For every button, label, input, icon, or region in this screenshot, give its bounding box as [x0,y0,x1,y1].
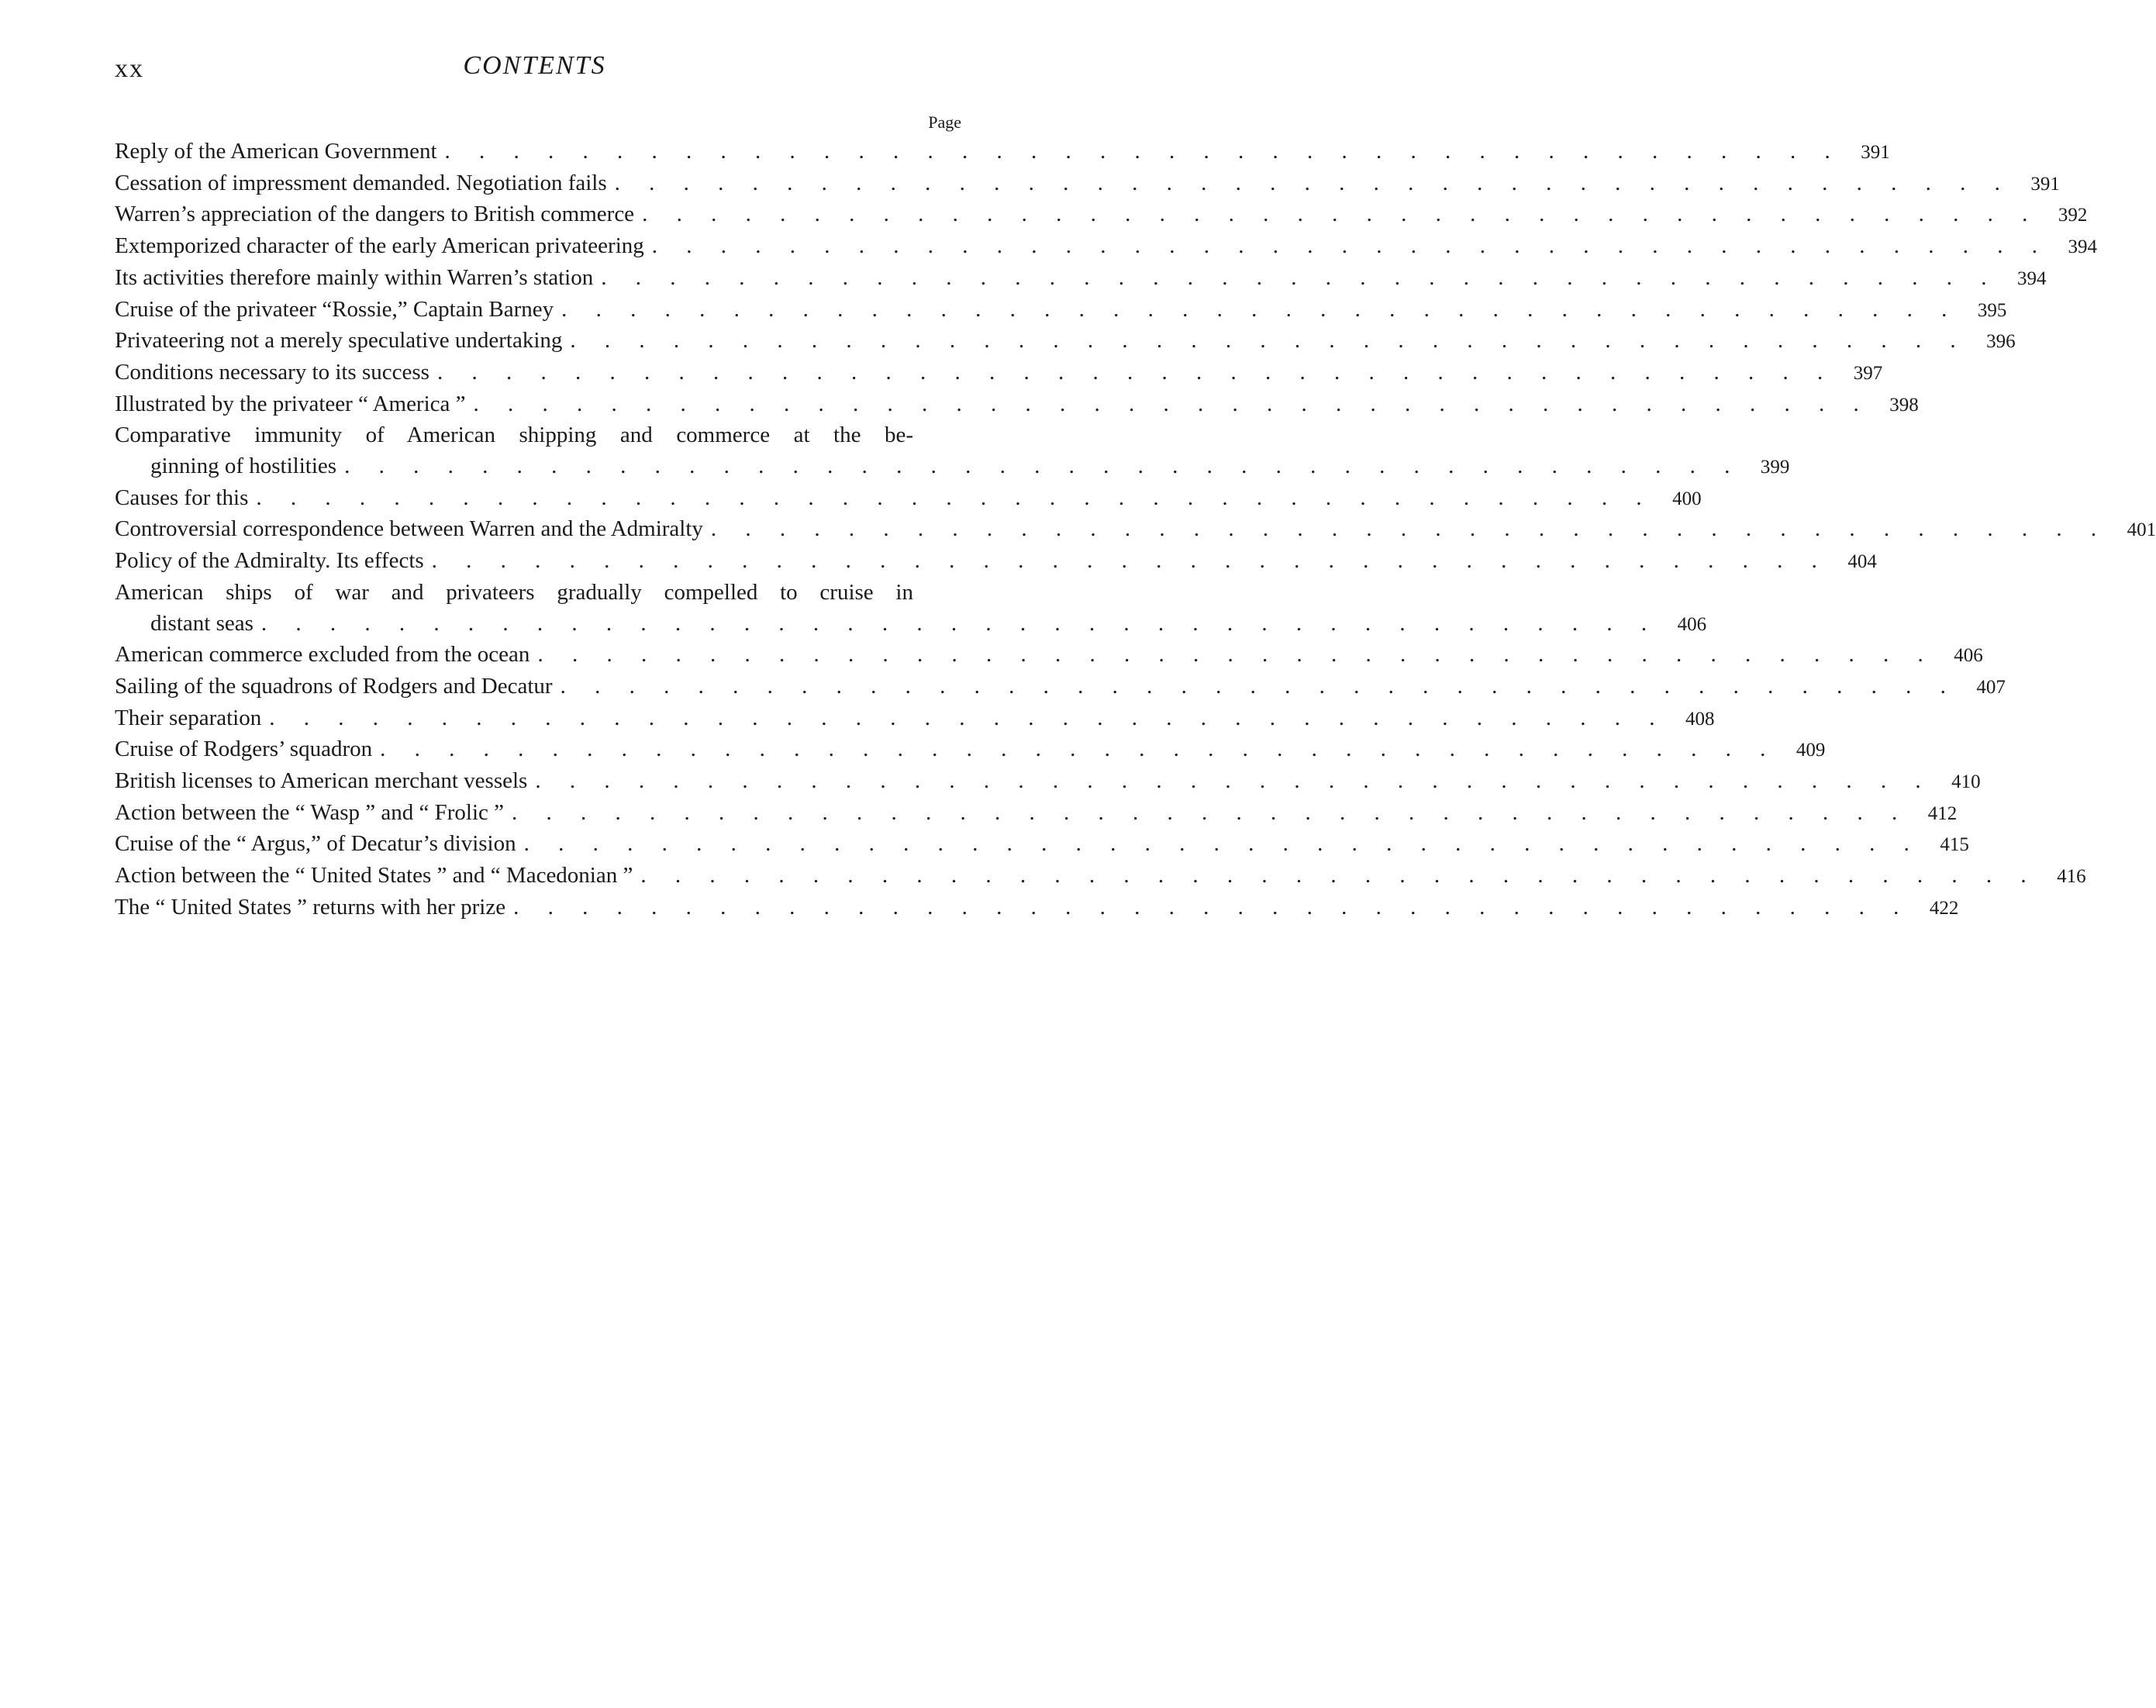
toc-entry-title: The “ United States ” returns with her prize [115,894,506,920]
toc-entry-title: Cessation of impressment demanded. Negotiation fails [115,170,607,195]
dot-leader: . . . . . . . . . . . . . . . . . . . . . . . . . . . . . . . . . . . . . . . . . [710,516,2109,542]
toc-entry-title: Its activities therefore mainly within Warren’s station [115,264,594,290]
toc-entry [115,703,1715,735]
toc-entry [115,199,2088,231]
toc-entry [115,766,1981,798]
toc-entry-title: ginning of hostilities [150,454,337,479]
toc-entry [115,829,1969,861]
toc-entry-line1 [115,420,961,451]
toc-entry-page: 391 [2030,173,2060,195]
dot-leader: . . . . . . . . . . . . . . . . . . . . . . . . . . . . . . . . . . . . . . . . . [570,328,1968,354]
dot-leader: . . . . . . . . . . . . . . . . . . . . . . . . . . . . . . . . . . . . . . . . . [344,454,1742,479]
toc-entry-title: British licenses to American merchant vessels [115,768,528,794]
dot-leader: . . . . . . . . . . . . . . . . . . . . . . . . . . . . . . . . . . . . . . . . . [561,296,1959,322]
dot-leader: . . . . . . . . . . . . . . . . . . . . . . . . . . . . . . . . . . . . . . . . . [473,391,1871,416]
dot-leader: . . . . . . . . . . . . . . . . . . . . . . . . . . . . . . . . . . . . . . . . . [523,831,1921,857]
toc-entry-page: 408 [1685,708,1715,730]
toc-entry-title: Reply of the American Government [115,139,437,164]
toc-entry-page: 396 [1986,331,2016,353]
toc-entry-page: 407 [1976,676,2006,698]
table-of-contents [115,109,2156,924]
dot-leader: . . . . . . . . . . . . . . . . . . . . . . . . . . . . . . . . . . . . . . . . . [431,548,1829,574]
toc-entry [115,514,2156,546]
toc-entry [115,389,1919,421]
toc-entry-page: 398 [1889,394,1919,416]
toc-entry-title: Action between the “ Wasp ” and “ Frolic ” [115,799,505,825]
toc-entry-page: 401 [2127,519,2156,541]
dot-leader: . . . . . . . . . . . . . . . . . . . . . . . . . . . . . . . . . . . . . . . . . [269,705,1667,730]
toc-entry-title: American commerce excluded from the ocean [115,642,530,668]
page-column-label: Page [928,112,961,132]
dot-leader: . . . . . . . . . . . . . . . . . . . . . . . . . . . . . . . . . . . . . . . . . [640,863,2038,889]
toc-entry-title: Cruise of the “ Argus,” of Decatur’s division [115,831,516,857]
toc-entry-title: Cruise of Rodgers’ squadron [115,737,373,762]
toc-entry-title: Action between the “ United States ” and “ Macedonian ” [115,863,633,889]
toc-entry-page: 397 [1853,362,1883,384]
toc-entry [115,892,1959,924]
toc-entry [115,483,1702,515]
toc-entry-title: American ships of war and privateers gradually compelled to cruise in [115,579,913,605]
toc-entry-line2 [115,609,1707,640]
dot-leader: . . . . . . . . . . . . . . . . . . . . . . . . . . . . . . . . . . . . . . . . . [436,359,1835,385]
dot-leader: . . . . . . . . . . . . . . . . . . . . . . . . . . . . . . . . . . . . . . . . . [651,233,2050,259]
toc-entry-title: Cruise of the privateer “Rossie,” Captain Barney [115,296,554,322]
dot-leader: . . . . . . . . . . . . . . . . . . . . . . . . . . . . . . . . . . . . . . . . . [535,768,1933,794]
toc-entry-line1 [115,578,961,609]
toc-entry-page: 404 [1847,551,1877,573]
dot-leader: . . . . . . . . . . . . . . . . . . . . . . . . . . . . . . . . . . . . . . . . . [537,642,1935,668]
toc-entry-title: Sailing of the squadrons of Rodgers and Decatur [115,673,553,699]
toc-entry-title: Illustrated by the privateer “ America ” [115,391,466,416]
toc-entry-page: 394 [2017,267,2047,289]
toc-entry [115,263,2047,295]
toc-entry-page: 394 [2068,236,2098,258]
toc-entry-title: Privateering not a merely speculative undertaking [115,328,563,354]
dot-leader: . . . . . . . . . . . . . . . . . . . . . . . . . . . . . . . . . . . . . . . . . [260,610,1659,636]
dot-leader: . . . . . . . . . . . . . . . . . . . . . . . . . . . . . . . . . . . . . . . . . [601,264,1999,290]
toc-entry-page: 395 [1977,299,2007,321]
toc-entry-line2 [115,451,1790,483]
toc-entry-page: 406 [1954,645,1983,667]
dot-leader: . . . . . . . . . . . . . . . . . . . . . . . . . . . . . . . . . . . . . . . . . [642,202,2040,227]
dot-leader: . . . . . . . . . . . . . . . . . . . . . . . . . . . . . . . . . . . . . . . . . [512,799,1909,825]
toc-entry-title: Causes for this [115,485,249,510]
toc-entry [115,136,1890,168]
toc-entry-page: 392 [2058,205,2088,226]
toc-entry [115,357,1883,389]
dot-leader: . . . . . . . . . . . . . . . . . . . . . . . . . . . . . . . . . . . . . . . . . [380,737,1778,762]
toc-entry-title: Conditions necessary to its success [115,359,429,385]
toc-entry [115,640,1983,671]
toc-entry-page: 409 [1796,740,1826,761]
toc-entry [115,734,1826,766]
toc-entry [115,798,1958,830]
toc-entry-page: 406 [1677,613,1707,635]
page-number: xx [115,54,144,83]
toc-entry-title: Controversial correspondence between Warren and the Admiralty [115,516,703,542]
toc-entry [115,861,2086,892]
toc-entry-page: 400 [1672,488,1702,509]
toc-entry [115,295,2007,326]
toc-entry-page: 415 [1940,834,1969,856]
toc-entry-page: 399 [1760,457,1790,478]
toc-entry-page: 416 [2057,866,2086,888]
toc-entry-title: Comparative immunity of American shipping and commerce at the be- [115,423,913,448]
toc-entry-title: Policy of the Admiralty. Its effects [115,548,424,574]
toc-entry [115,326,2016,357]
toc-entry-title: distant seas [150,610,254,636]
dot-leader: . . . . . . . . . . . . . . . . . . . . . . . . . . . . . . . . . . . . . . . . . [614,170,2012,195]
toc-entry-title: Their separation [115,705,262,730]
dot-leader: . . . . . . . . . . . . . . . . . . . . . . . . . . . . . . . . . . . . . . . . . [560,673,1958,699]
dot-leader: . . . . . . . . . . . . . . . . . . . . . . . . . . . . . . . . . . . . . . . . . [444,139,1842,164]
dot-leader: . . . . . . . . . . . . . . . . . . . . . . . . . . . . . . . . . . . . . . . . . [256,485,1654,510]
toc-entry-page: 422 [1929,897,1959,919]
running-title: CONTENTS [463,51,606,80]
toc-entry [115,671,2006,703]
toc-entry-page: 410 [1951,771,1981,793]
toc-entry-title: Extemporized character of the early American privateering [115,233,644,259]
toc-entry-page: 412 [1927,802,1958,824]
toc-entry [115,168,2060,200]
toc-entry-page: 391 [1861,142,1890,163]
toc-entry [115,231,2098,263]
dot-leader: . . . . . . . . . . . . . . . . . . . . . . . . . . . . . . . . . . . . . . . . . [513,894,1911,920]
toc-entry [115,546,1877,578]
toc-entry-title: Warren’s appreciation of the dangers to British commerce [115,202,635,227]
